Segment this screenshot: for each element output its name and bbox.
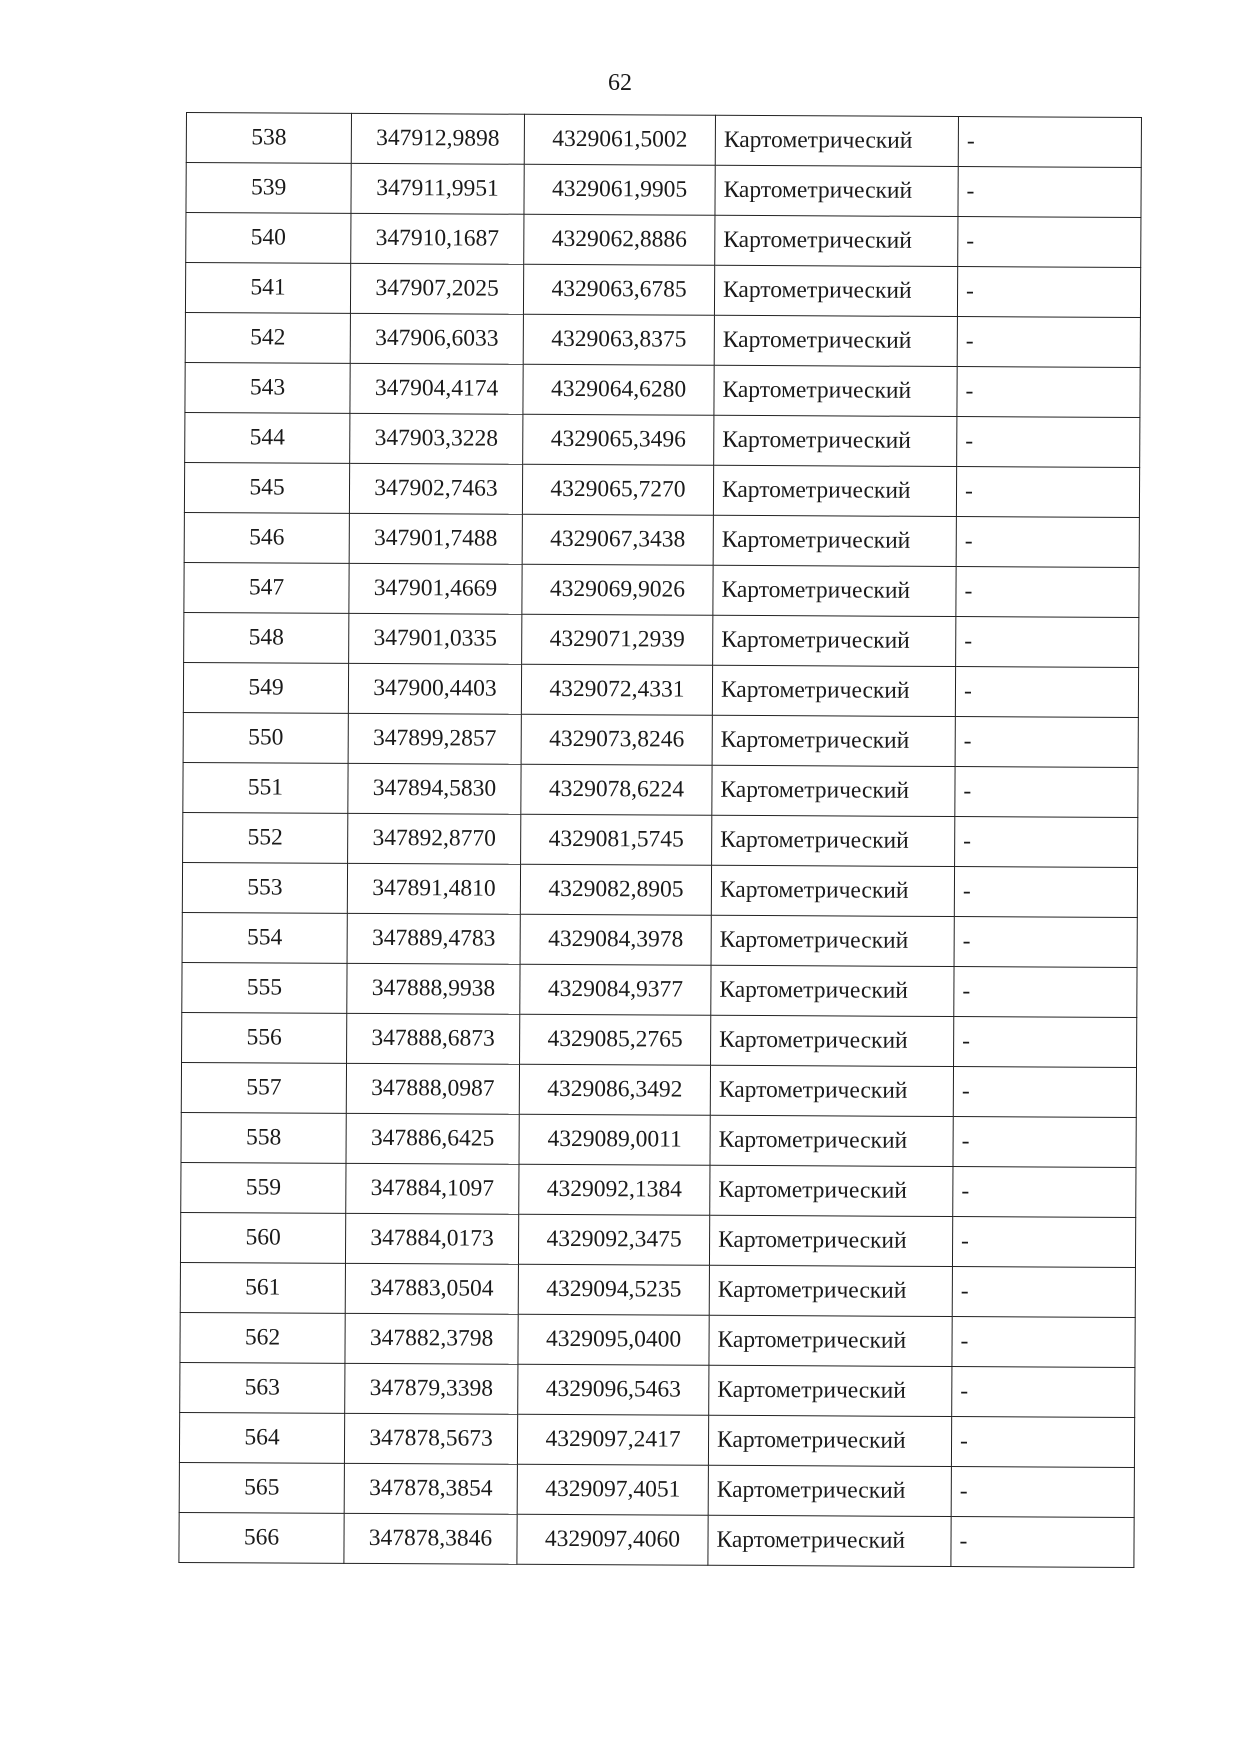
note-cell: - xyxy=(952,1317,1135,1368)
y-coordinate-cell: 4329062,8886 xyxy=(524,214,715,265)
y-coordinate-cell: 4329092,1384 xyxy=(519,1164,710,1215)
note-cell: - xyxy=(954,967,1137,1018)
x-coordinate-cell: 347884,0173 xyxy=(345,1213,518,1264)
x-coordinate-cell: 347901,7488 xyxy=(349,513,522,564)
note-cell: - xyxy=(956,517,1139,568)
table-row xyxy=(183,712,1138,767)
note-cell: - xyxy=(958,167,1141,218)
table-row xyxy=(181,1062,1136,1117)
x-coordinate-cell: 347884,1097 xyxy=(346,1163,519,1214)
method-cell: Картометрический xyxy=(714,265,957,316)
note-cell: - xyxy=(952,1217,1135,1268)
table-row xyxy=(182,862,1137,917)
note-cell: - xyxy=(955,667,1138,718)
method-cell: Картометрический xyxy=(713,565,956,616)
table-row xyxy=(184,512,1139,567)
note-cell: - xyxy=(951,1467,1134,1518)
note-cell: - xyxy=(956,567,1139,618)
method-cell: Картометрический xyxy=(711,965,954,1016)
note-cell: - xyxy=(954,867,1137,918)
note-cell: - xyxy=(951,1417,1134,1468)
x-coordinate-cell: 347891,4810 xyxy=(347,863,520,914)
y-coordinate-cell: 4329061,5002 xyxy=(524,114,715,165)
method-cell: Картометрический xyxy=(712,815,955,866)
y-coordinate-cell: 4329084,3978 xyxy=(520,914,711,965)
point-number-cell: 542 xyxy=(185,312,350,363)
y-coordinate-cell: 4329086,3492 xyxy=(519,1064,710,1115)
table-row xyxy=(180,1212,1135,1267)
method-cell: Картометрический xyxy=(712,715,955,766)
method-cell: Картометрический xyxy=(709,1265,952,1316)
method-cell: Картометрический xyxy=(711,865,954,916)
y-coordinate-cell: 4329065,7270 xyxy=(522,464,713,515)
point-number-cell: 546 xyxy=(184,512,349,563)
note-cell: - xyxy=(953,1067,1136,1118)
point-number-cell: 564 xyxy=(179,1412,344,1463)
method-cell: Картометрический xyxy=(714,365,957,416)
method-cell: Картометрический xyxy=(713,465,956,516)
note-cell: - xyxy=(954,917,1137,968)
method-cell: Картометрический xyxy=(710,1165,953,1216)
method-cell: Картометрический xyxy=(708,1515,951,1566)
note-cell: - xyxy=(956,617,1139,668)
note-cell: - xyxy=(953,1167,1136,1218)
method-cell: Картометрический xyxy=(708,1465,951,1516)
point-number-cell: 551 xyxy=(183,762,348,813)
table-row xyxy=(182,912,1137,967)
point-number-cell: 545 xyxy=(184,462,349,513)
point-number-cell: 554 xyxy=(182,912,347,963)
x-coordinate-cell: 347894,5830 xyxy=(348,763,521,814)
note-cell: - xyxy=(952,1267,1135,1318)
table-row xyxy=(180,1362,1135,1417)
table-row xyxy=(184,612,1139,667)
table-row xyxy=(186,113,1141,168)
point-number-cell: 541 xyxy=(185,263,350,314)
x-coordinate-cell: 347910,1687 xyxy=(351,213,524,264)
x-coordinate-cell: 347888,6873 xyxy=(347,1013,520,1064)
table-row xyxy=(184,562,1139,617)
x-coordinate-cell: 347912,9898 xyxy=(351,113,524,164)
note-cell: - xyxy=(952,1367,1135,1418)
table-row xyxy=(179,1512,1134,1567)
point-number-cell: 563 xyxy=(180,1362,345,1413)
x-coordinate-cell: 347889,4783 xyxy=(347,913,520,964)
method-cell: Картометрический xyxy=(715,215,958,266)
point-number-cell: 557 xyxy=(181,1062,346,1113)
note-cell: - xyxy=(957,267,1140,318)
method-cell: Картометрический xyxy=(708,1415,951,1466)
point-number-cell: 559 xyxy=(181,1162,346,1213)
x-coordinate-cell: 347911,9951 xyxy=(351,163,524,214)
x-coordinate-cell: 347878,3846 xyxy=(344,1513,517,1564)
point-number-cell: 550 xyxy=(183,712,348,763)
table-row xyxy=(182,1012,1137,1067)
method-cell: Картометрический xyxy=(712,665,955,716)
point-number-cell: 562 xyxy=(180,1312,345,1363)
x-coordinate-cell: 347903,3228 xyxy=(350,413,523,464)
y-coordinate-cell: 4329097,4051 xyxy=(517,1464,708,1515)
y-coordinate-cell: 4329072,4331 xyxy=(521,664,712,715)
table-row xyxy=(185,263,1140,318)
y-coordinate-cell: 4329073,8246 xyxy=(521,714,712,765)
y-coordinate-cell: 4329095,0400 xyxy=(518,1314,709,1365)
note-cell: - xyxy=(958,217,1141,268)
method-cell: Картометрический xyxy=(710,1065,953,1116)
method-cell: Картометрический xyxy=(712,765,955,816)
x-coordinate-cell: 347904,4174 xyxy=(350,363,523,414)
note-cell: - xyxy=(957,317,1140,368)
point-number-cell: 566 xyxy=(179,1512,344,1563)
point-number-cell: 558 xyxy=(181,1112,346,1163)
x-coordinate-cell: 347888,9938 xyxy=(347,963,520,1014)
point-number-cell: 538 xyxy=(186,113,351,164)
point-number-cell: 552 xyxy=(183,812,348,863)
y-coordinate-cell: 4329097,2417 xyxy=(517,1414,708,1465)
x-coordinate-cell: 347907,2025 xyxy=(350,263,523,314)
method-cell: Картометрический xyxy=(709,1365,952,1416)
y-coordinate-cell: 4329096,5463 xyxy=(518,1364,709,1415)
table-row xyxy=(183,812,1138,867)
method-cell: Картометрический xyxy=(714,315,957,366)
x-coordinate-cell: 347888,0987 xyxy=(346,1063,519,1114)
point-number-cell: 549 xyxy=(183,662,348,713)
x-coordinate-cell: 347878,3854 xyxy=(344,1463,517,1514)
y-coordinate-cell: 4329063,8375 xyxy=(523,314,714,365)
y-coordinate-cell: 4329094,5235 xyxy=(518,1264,709,1315)
y-coordinate-cell: 4329082,8905 xyxy=(520,864,711,915)
note-cell: - xyxy=(956,467,1139,518)
table-row xyxy=(180,1312,1135,1367)
y-coordinate-cell: 4329084,9377 xyxy=(520,964,711,1015)
point-number-cell: 556 xyxy=(182,1012,347,1063)
x-coordinate-cell: 347900,4403 xyxy=(348,663,521,714)
x-coordinate-cell: 347878,5673 xyxy=(344,1413,517,1464)
y-coordinate-cell: 4329097,4060 xyxy=(517,1514,708,1565)
method-cell: Картометрический xyxy=(715,115,958,166)
method-cell: Картометрический xyxy=(711,915,954,966)
method-cell: Картометрический xyxy=(710,1115,953,1166)
y-coordinate-cell: 4329063,6785 xyxy=(523,264,714,315)
table-row xyxy=(182,962,1137,1017)
x-coordinate-cell: 347901,0335 xyxy=(349,613,522,664)
note-cell: - xyxy=(953,1117,1136,1168)
y-coordinate-cell: 4329089,0011 xyxy=(519,1114,710,1165)
x-coordinate-cell: 347901,4669 xyxy=(349,563,522,614)
table-row xyxy=(181,1112,1136,1167)
table-row xyxy=(186,163,1141,218)
page-number: 62 xyxy=(608,70,632,96)
note-cell: - xyxy=(957,367,1140,418)
y-coordinate-cell: 4329069,9026 xyxy=(522,564,713,615)
table-row xyxy=(179,1462,1134,1517)
point-number-cell: 548 xyxy=(184,612,349,663)
point-number-cell: 543 xyxy=(185,362,350,413)
point-number-cell: 560 xyxy=(180,1212,345,1263)
x-coordinate-cell: 347886,6425 xyxy=(346,1113,519,1164)
y-coordinate-cell: 4329092,3475 xyxy=(518,1214,709,1265)
table-row xyxy=(184,462,1139,517)
x-coordinate-cell: 347902,7463 xyxy=(349,463,522,514)
y-coordinate-cell: 4329067,3438 xyxy=(522,514,713,565)
method-cell: Картометрический xyxy=(709,1215,952,1266)
table-row xyxy=(179,1412,1134,1467)
method-cell: Картометрический xyxy=(714,415,957,466)
x-coordinate-cell: 347883,0504 xyxy=(345,1263,518,1314)
table-row xyxy=(186,213,1141,268)
y-coordinate-cell: 4329078,6224 xyxy=(521,764,712,815)
y-coordinate-cell: 4329085,2765 xyxy=(520,1014,711,1065)
method-cell: Картометрический xyxy=(713,515,956,566)
x-coordinate-cell: 347906,6033 xyxy=(350,313,523,364)
y-coordinate-cell: 4329065,3496 xyxy=(523,414,714,465)
point-number-cell: 540 xyxy=(186,213,351,264)
table-row xyxy=(180,1262,1135,1317)
y-coordinate-cell: 4329081,5745 xyxy=(521,814,712,865)
point-number-cell: 539 xyxy=(186,163,351,214)
point-number-cell: 547 xyxy=(184,562,349,613)
point-number-cell: 544 xyxy=(185,412,350,463)
note-cell: - xyxy=(951,1517,1134,1568)
note-cell: - xyxy=(955,767,1138,818)
point-number-cell: 565 xyxy=(179,1462,344,1513)
x-coordinate-cell: 347899,2857 xyxy=(348,713,521,764)
x-coordinate-cell: 347879,3398 xyxy=(345,1363,518,1414)
note-cell: - xyxy=(955,817,1138,868)
y-coordinate-cell: 4329064,6280 xyxy=(523,364,714,415)
note-cell: - xyxy=(957,417,1140,468)
note-cell: - xyxy=(958,117,1141,168)
method-cell: Картометрический xyxy=(711,1015,954,1066)
point-number-cell: 561 xyxy=(180,1262,345,1313)
table-row xyxy=(183,762,1138,817)
coordinates-table xyxy=(178,112,1142,1568)
table-row xyxy=(183,662,1138,717)
method-cell: Картометрический xyxy=(715,165,958,216)
table-row xyxy=(185,312,1140,367)
method-cell: Картометрический xyxy=(709,1315,952,1366)
y-coordinate-cell: 4329071,2939 xyxy=(522,614,713,665)
note-cell: - xyxy=(954,1017,1137,1068)
table-body xyxy=(179,113,1142,1568)
method-cell: Картометрический xyxy=(713,615,956,666)
x-coordinate-cell: 347892,8770 xyxy=(348,813,521,864)
point-number-cell: 553 xyxy=(182,862,347,913)
table-row xyxy=(181,1162,1136,1217)
y-coordinate-cell: 4329061,9905 xyxy=(524,164,715,215)
table-row xyxy=(185,412,1140,467)
table-row xyxy=(185,362,1140,417)
point-number-cell: 555 xyxy=(182,962,347,1013)
note-cell: - xyxy=(955,717,1138,768)
x-coordinate-cell: 347882,3798 xyxy=(345,1313,518,1364)
